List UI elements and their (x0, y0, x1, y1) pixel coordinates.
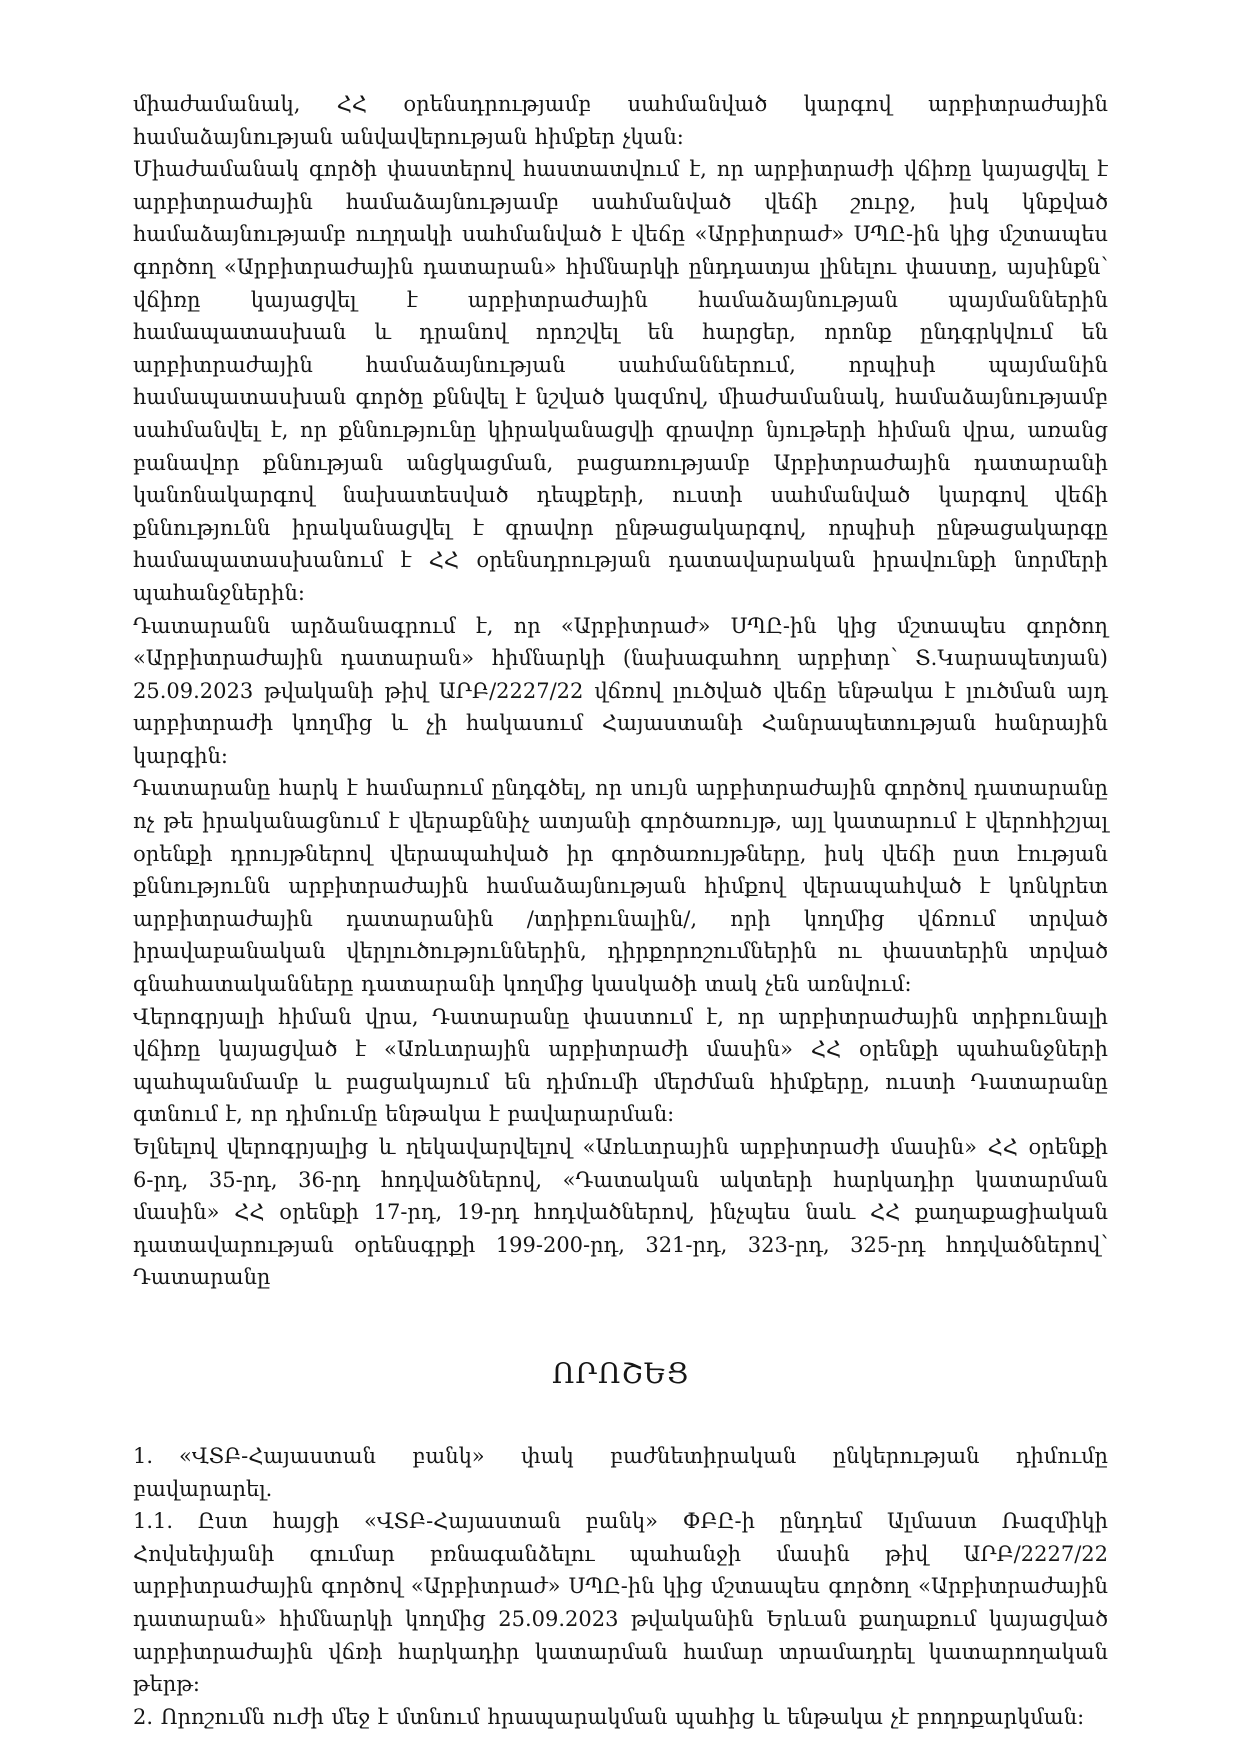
item-text: «ՎՏԲ-Հայաստան բանկ» փակ բաժնետիրական ընկերության դիմումը բավարարել. (133, 1443, 1108, 1501)
decision-item (133, 1701, 1108, 1734)
body-paragraph: Դատարանը հարկ է համարում ընդգծել, որ սույն արբիտրաժային գործով դատարանը ոչ թե իրականացնում է վերաքննիչ ատյանի գործառույթ, այլ կատարում է վերոհիշյալ օրենքի դրույթներով վերապահված իր գործառույթները, իսկ վեճի ըստ էության քննությունն արբիտրաժային համաձայնության հիմքով վերապահված է կոնկրետ արբիտրաժային դատարանին /տրիբունալին/, որի կողմից վճռում տրված իրավաբանական վերլուծություններին, դիրքորոշումներին ու փաստերին տրված գնահատականները դատարանի կողմից կասկածի տակ չեն առնվում: (133, 776, 1108, 997)
decision-item (133, 1505, 1108, 1701)
item-number: 1. (133, 1443, 154, 1468)
item-text: Ըստ հայցի «ՎՏԲ-Հայաստան բանկ» ՓԲԸ-ի ընդդեմ Ալմաստ Ռազմիկի Հովսեփյանի գումար բռնագանձելու պահանջի մասին թիվ ԱՐԲ/2227/22 արբիտրաժային գործով «Արբիտրաժ» ՍՊԸ-ին կից մշտապես գործող «Արբիտրաժային դատարան» հիմնարկի կողմից 25.09.2023 թվականին Երևան քաղաքում կայացված արբիտրաժային վճռի հարկադիր կատարման համար տրամադրել կատարողական թերթ: (133, 1509, 1108, 1697)
item-number: 2. (133, 1704, 154, 1729)
decision-item (133, 1440, 1108, 1505)
decision-heading: ՈՐՈՇԵՑ (551, 1356, 690, 1390)
body-paragraph: Ելնելով վերոգրյալից և ղեկավարվելով «Առևտրային արբիտրաժի մասին» ՀՀ օրենքի 6-րդ, 35-րդ, 36-րդ հոդվածներով, «Դատական ակտերի հարկադիր կատարման մասին» ՀՀ օրենքի 17-րդ, 19-րդ հոդվածներով, ինչպես նաև ՀՀ քաղաքացիական դատավարության օրենսգրքի 199-200-րդ, 321-րդ, 323-րդ, 325-րդ հոդվածներով՝ Դատարանը (133, 1135, 1108, 1290)
document-body (133, 88, 1108, 1294)
item-number: 1.1. (133, 1509, 174, 1534)
body-paragraph: Միաժամանակ գործի փաստերով հաստատվում է, որ արբիտրաժի վճիռը կայացվել է արբիտրաժային համաձայնությամբ սահմանված վեճի շուրջ, իսկ կնքված համաձայնությամբ ուղղակի սահմանված է վեճը «Արբիտրաժ» ՍՊԸ-ին կից մշտապես գործող «Արբիտրաժային դատարան» հիմնարկի ընդդատյա լինելու փաստը, այսինքն՝ վճիռը կայացվել է արբիտրաժային համաձայնության պայմաններին համապատասխան և դրանով որոշվել են հարցեր, որոնք ընդգրկվում են արբիտրաժային համաձայնության սահմաններում, որպիսի պայմանին համապատասխան գործը քննվել է նշված կազմով, միաժամանակ, համաձայնությամբ սահմանվել է, որ քննությունը կիրականացվի գրավոր նյութերի հիման վրա, առանց բանավոր քննության անցկացման, բացառությամբ Արբիտրաժային դատարանի կանոնակարգով նախատեսված դեպքերի, ուստի սահմանված կարգով վեճի քննությունն իրականացվել է գրավոր ընթացակարգով, որպիսի ընթացակարգը համապատասխանում է ՀՀ օրենսդրության դատավարական իրավունքի նորմերի պահանջներին: (133, 157, 1108, 605)
body-paragraph: Վերոգրյալի հիման վրա, Դատարանը փաստում է, որ արբիտրաժային տրիբունալի վճիռը կայացված է «Առևտրային արբիտրաժի մասին» ՀՀ օրենքի պահանջների պահպանմամբ և բացակայում են դիմումի մերժման հիմքերը, ուստի Դատարանը գտնում է, որ դիմումը ենթակա է բավարարման: (133, 1004, 1108, 1127)
body-paragraph: միաժամանակ, ՀՀ օրենսդրությամբ սահմանված կարգով արբիտրաժային համաձայնության անվավերության հիմքեր չկան: (133, 92, 1108, 149)
item-text: Որոշումն ուժի մեջ է մտնում հրապարակման պահից և ենթակա չէ բողոքարկման: (160, 1704, 1085, 1729)
decision-items (133, 1440, 1108, 1733)
body-paragraph: Դատարանն արձանագրում է, որ «Արբիտրաժ» ՍՊԸ-ին կից մշտապես գործող «Արբիտրաժային դատարան» հիմնարկի (նախագահող արբիտր՝ Տ.Կարապետյան) 25.09.2023 թվականի թիվ ԱՐԲ/2227/22 վճռով լուծված վեճը ենթակա է լուծման այդ արբիտրաժի կողմից և չի հակասում Հայաստանի Հանրապետության հանրային կարգին: (133, 613, 1108, 768)
